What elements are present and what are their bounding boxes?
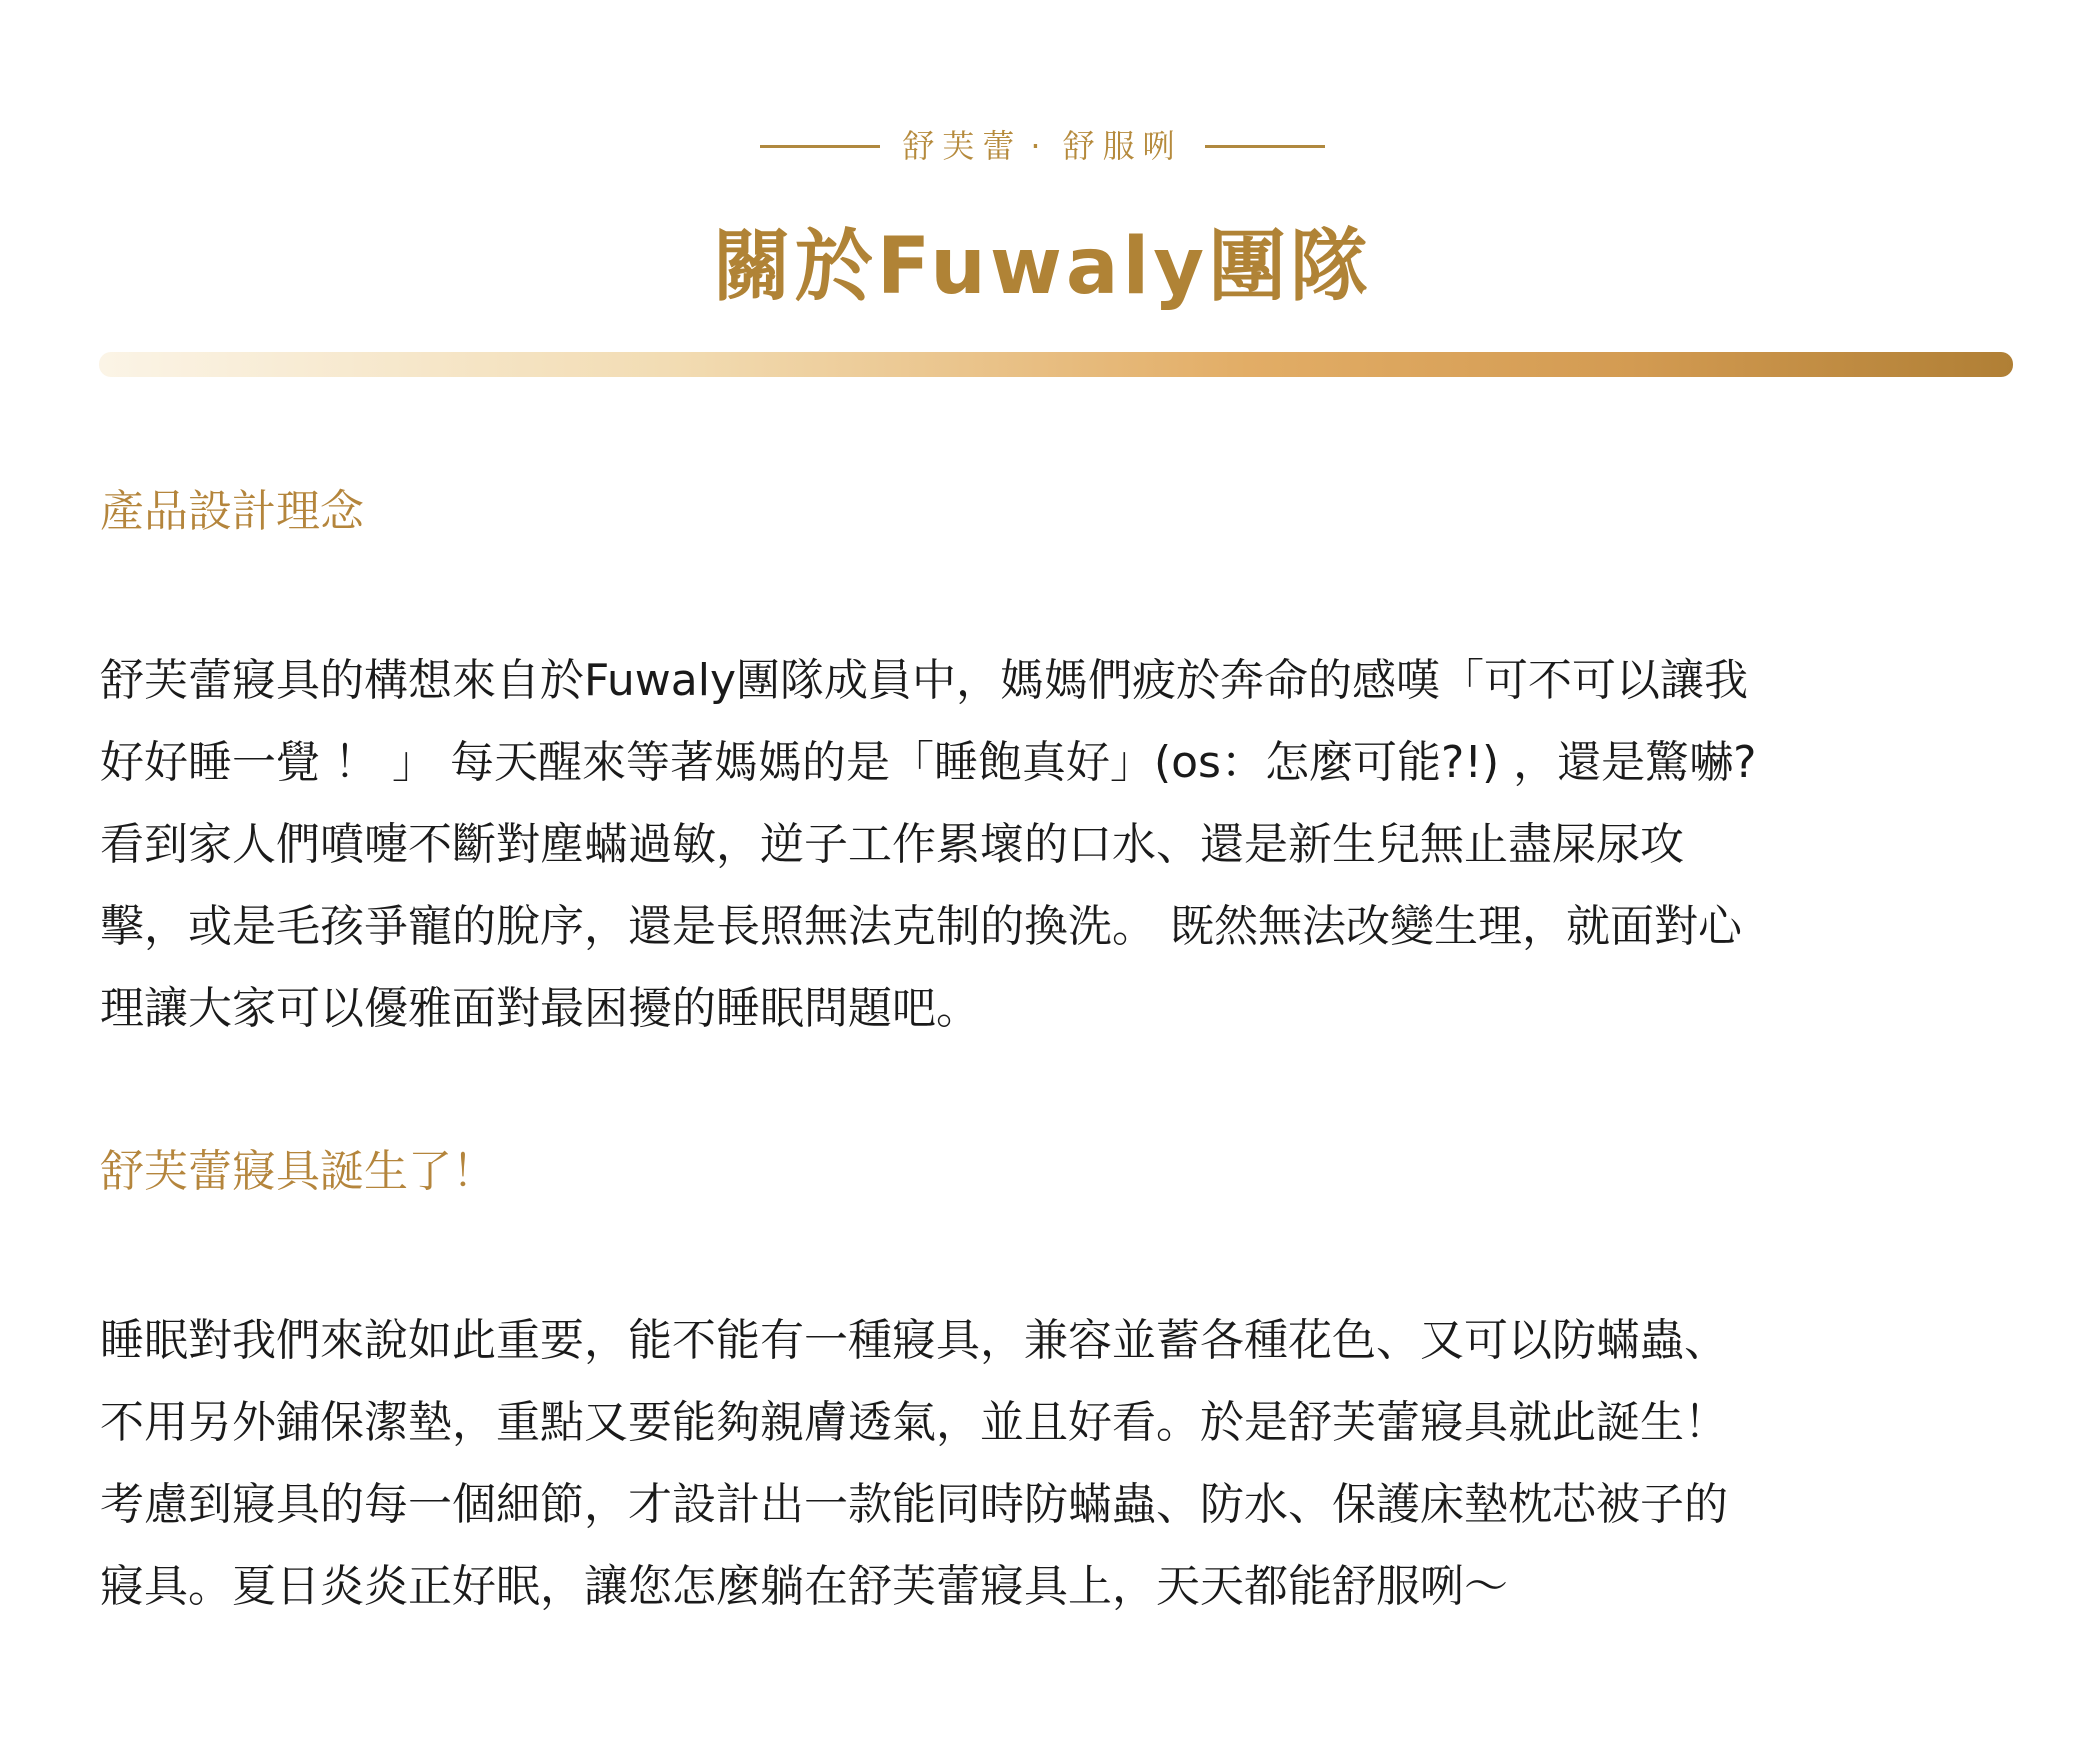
paragraph-line: 寢具。夏日炎炎正好眠，讓您怎麼躺在舒芙蕾寢具上，天天都能舒服咧～ <box>100 1561 1508 1612</box>
tagline-right: 舒服咧 <box>1062 127 1183 165</box>
design-concept-paragraph <box>100 640 2030 1050</box>
paragraph-line: 不用另外鋪保潔墊，重點又要能夠親膚透氣，並且好看。於是舒芙蕾寢具就此誕生！ <box>100 1397 1728 1448</box>
tagline-separator: · <box>1030 127 1049 165</box>
bedding-born-paragraph <box>100 1300 2030 1628</box>
paragraph-line: 考慮到寢具的每一個細節，才設計出一款能同時防蟎蟲、防水、保護床墊枕芯被子的 <box>100 1479 1728 1530</box>
page-title: 關於Fuwaly團隊 <box>712 222 1373 312</box>
paragraph-line: 理讓大家可以優雅面對最困擾的睡眠問題吧。 <box>100 983 980 1034</box>
tagline-left-divider <box>760 145 880 148</box>
paragraph-line: 舒芙蕾寢具的構想來自於Fuwaly團隊成員中，媽媽們疲於奔命的感嘆「可不可以讓我 <box>100 655 1748 706</box>
header-tagline <box>0 124 2085 168</box>
tagline-right-divider <box>1205 145 1325 148</box>
section-heading-bedding-born: 舒芙蕾寢具誕生了！ <box>100 1146 496 1197</box>
paragraph-line: 看到家人們噴嚏不斷對塵蟎過敏，逆子工作累壞的口水、還是新生兒無止盡屎尿攻 <box>100 819 1684 870</box>
paragraph-line: 好好睡一覺 ！ 」 每天醒來等著媽媽的是「睡飽真好」(os：怎麼可能?!) ，還是驚嚇? <box>100 737 1757 788</box>
paragraph-line: 擊，或是毛孩爭寵的脫序，還是長照無法克制的換洗。 既然無法改變生理，就面對心 <box>100 901 1742 952</box>
paragraph-line: 睡眠對我們來說如此重要，能不能有一種寢具，兼容並蓄各種花色、又可以防蟎蟲、 <box>100 1315 1728 1366</box>
gold-gradient-divider <box>99 352 2013 377</box>
tagline-text <box>902 124 1182 168</box>
tagline-left: 舒芙蕾 <box>902 127 1023 165</box>
section-heading-design-concept: 產品設計理念 <box>100 486 364 537</box>
